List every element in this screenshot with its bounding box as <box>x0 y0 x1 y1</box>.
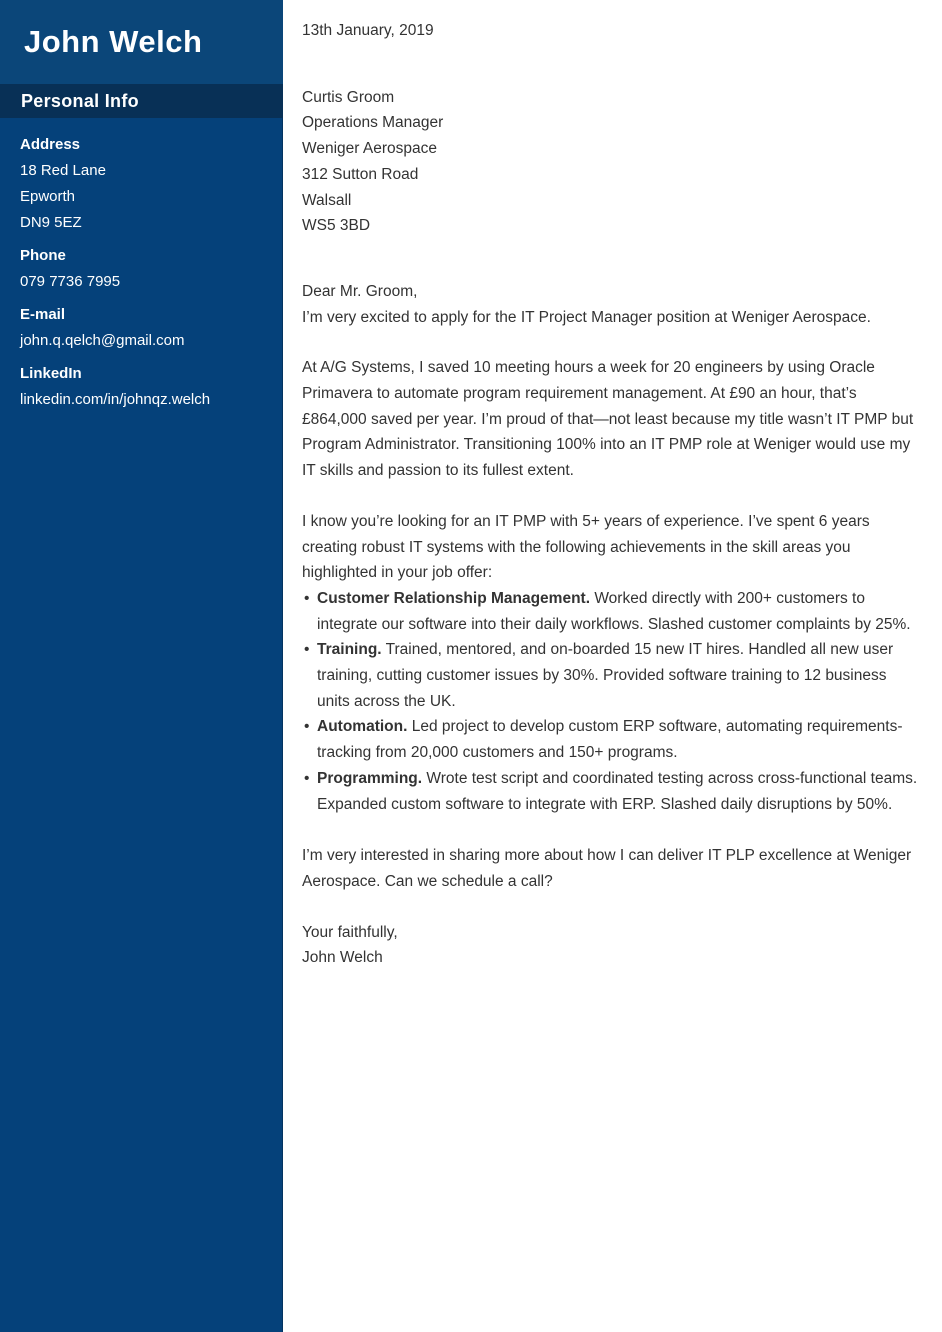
personal-info-band <box>0 84 283 118</box>
letter-date: 13th January, 2019 <box>302 22 434 39</box>
bullet-crm-text: Worked directly with 200+ customers to integrate our software into their daily workflows. Slashed customer complaints by 25%. <box>317 589 911 633</box>
recipient-city: Walsall <box>302 191 352 209</box>
bullet-programming <box>304 766 922 817</box>
bullet-programming-text: Wrote test script and coordinated testing across cross-functional teams. Expanded custom software to integrate with ERP. Slashed daily disruptions by 50%. <box>317 769 918 813</box>
recipient-company: Weniger Aerospace <box>302 140 437 158</box>
recipient-block <box>302 85 922 239</box>
address-label: Address <box>20 136 81 153</box>
linkedin-field <box>20 361 265 413</box>
linkedin-label: LinkedIn <box>20 365 82 382</box>
achievements-list <box>302 586 922 817</box>
bullet-training <box>304 637 922 714</box>
linkedin-value: linkedin.com/in/johnqz.welch <box>20 391 211 408</box>
bullet-programming-title: Programming. <box>317 769 423 787</box>
bullet-automation-title: Automation. <box>317 718 408 736</box>
sidebar <box>0 0 283 1332</box>
salutation: Dear Mr. Groom, <box>302 282 418 300</box>
paragraph-achievement: At A/G Systems, I saved 10 meeting hours a week for 20 engineers by using Oracle Primavera to automate program requirement management. At £90 an hour, that’s £864,000 saved per year. I’m proud of that—not least because my title wasn’t IT PMP but Program Administrator. Transitioning 100% into an IT PMP role at Weniger would use my IT skills and passion to its fullest extent. <box>302 359 914 480</box>
email-value: john.q.qelch@gmail.com <box>20 332 185 349</box>
personal-info-fields <box>0 118 283 413</box>
phone-value: 079 7736 7995 <box>20 273 121 290</box>
recipient-postcode: WS5 3BD <box>302 217 371 235</box>
bullet-automation-text: Led project to develop custom ERP software, automating requirements-tracking from 20,000 customers and 150+ programs. <box>317 718 903 762</box>
address-line-2: Epworth <box>20 188 76 205</box>
address-line-1: 18 Red Lane <box>20 162 106 179</box>
address-field <box>20 132 265 236</box>
bullet-crm <box>304 586 922 637</box>
opening-line: I’m very excited to apply for the IT Project Manager position at Weniger Aerospace. <box>302 308 871 326</box>
personal-info-title: Personal Info <box>21 90 139 111</box>
bullet-automation <box>304 714 922 765</box>
bullet-crm-title: Customer Relationship Management. <box>317 589 591 607</box>
paragraph-skills-intro: I know you’re looking for an IT PMP with 5+ years of experience. I’ve spent 6 years creating robust IT systems with the following achievements in the skill areas you highlighted in your job offer: <box>302 512 870 582</box>
signature-name: John Welch <box>302 949 383 967</box>
letter-body <box>283 0 942 1332</box>
phone-field <box>20 243 265 295</box>
bullet-training-title: Training. <box>317 641 382 659</box>
phone-label: Phone <box>20 247 66 264</box>
salutation-block <box>302 279 922 330</box>
signoff-block <box>302 920 922 971</box>
email-label: E-mail <box>20 306 66 323</box>
recipient-title: Operations Manager <box>302 114 444 132</box>
recipient-name: Curtis Groom <box>302 88 395 106</box>
applicant-name: John Welch <box>24 24 203 59</box>
closing-paragraph: I’m very interested in sharing more about how I can deliver IT PLP excellence at Weniger Aerospace. Can we schedule a call? <box>302 847 912 890</box>
email-field <box>20 302 265 354</box>
bullet-training-text: Trained, mentored, and on-boarded 15 new IT hires. Handled all new user training, cutting customer issues by 30%. Provided software training to 12 business units across the UK. <box>317 641 894 710</box>
address-line-3: DN9 5EZ <box>20 214 82 231</box>
signoff: Your faithfully, <box>302 923 398 941</box>
recipient-street: 312 Sutton Road <box>302 165 419 183</box>
name-header <box>0 0 283 84</box>
